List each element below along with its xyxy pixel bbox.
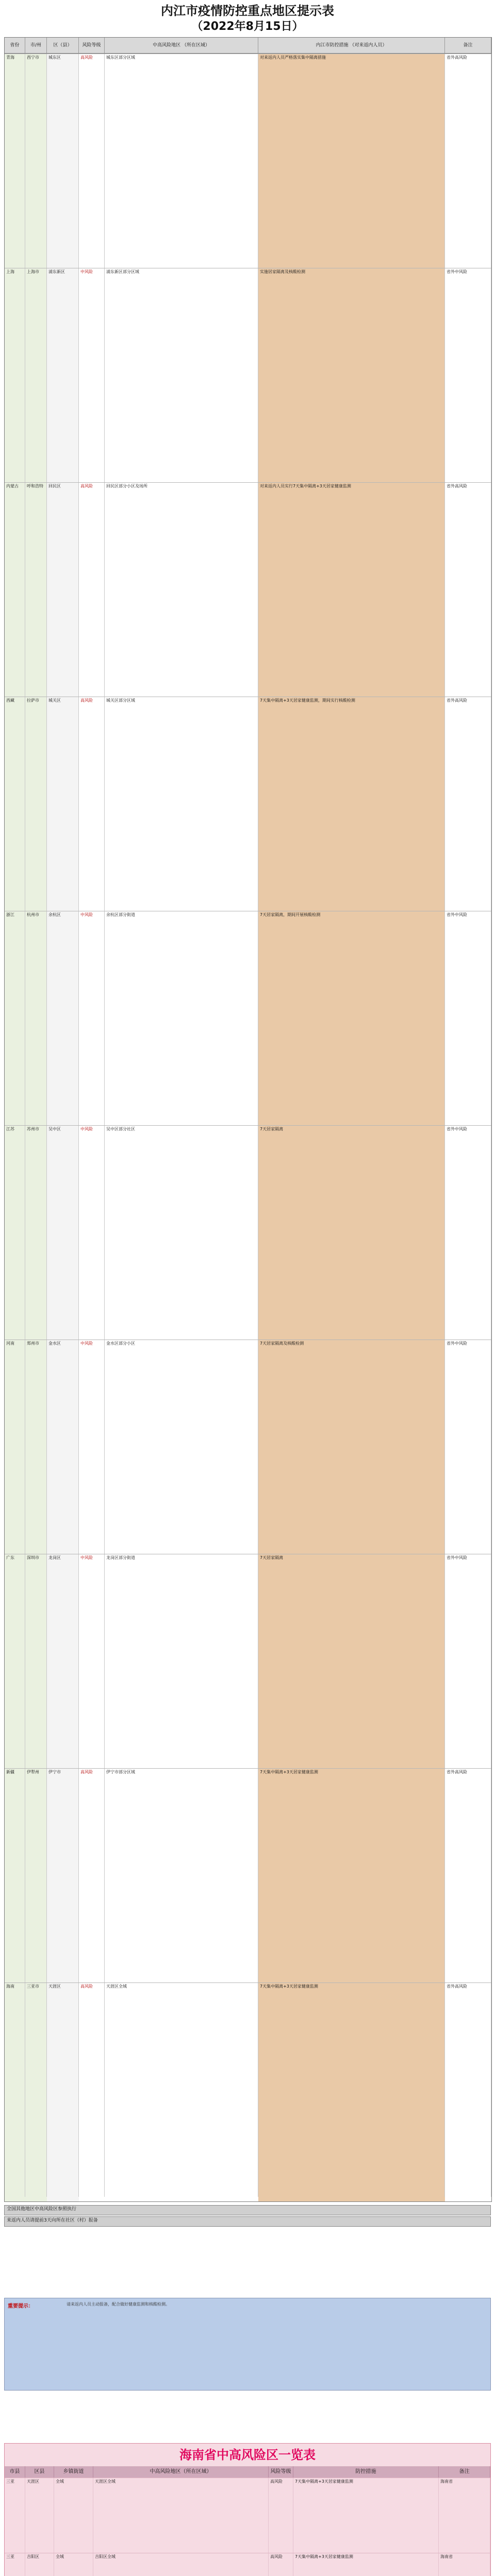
- cell-area: 吴中区: [47, 1126, 79, 1340]
- cell-lvl: 高风险: [79, 483, 105, 697]
- h2-area: 中高风险地区（所在区域）: [93, 2466, 269, 2478]
- table-row: [5, 1768, 491, 1982]
- cell-area: 金水区: [47, 1340, 79, 1554]
- cell-addr: 浦东新区部分区域: [105, 268, 258, 482]
- cell-meas: 7天居家隔离及核酸检测: [258, 1340, 445, 1554]
- cell-meas: 7天居家隔离，期间开展核酸检测: [258, 911, 445, 1125]
- table-row: [5, 1554, 491, 1768]
- cell-meas: 7天集中隔离+3天居家健康监测，期间实行核酸检测: [258, 697, 445, 911]
- cell-city: 呼和浩特: [25, 483, 47, 697]
- cell-area: 余杭区: [47, 911, 79, 1125]
- cell-lvl: 高风险: [79, 54, 105, 268]
- cell-city: 苏州市: [25, 1126, 47, 1340]
- risk-area-table: [4, 37, 492, 2202]
- table-row: [5, 482, 491, 697]
- cell-meas: 对来返内人员严格落实集中隔离措施: [258, 54, 445, 268]
- cell-addr: 龙岗区部分街道: [105, 1554, 258, 1768]
- hainan-cell-town: 全域: [54, 2553, 93, 2576]
- cell-meas: 7天集中隔离+3天居家健康监测: [258, 1769, 445, 1982]
- cell-prov: 江苏: [5, 1126, 25, 1340]
- header-province: 省份: [5, 38, 25, 53]
- cell-area: 城关区: [47, 697, 79, 911]
- hainan-cell-cnty: 吉阳区: [25, 2553, 54, 2576]
- cell-city: 西宁市: [25, 54, 47, 268]
- header-city: 市/州: [25, 38, 47, 53]
- cell-note: 省外高风险: [445, 483, 491, 697]
- cell-meas: 7天集中隔离+3天居家健康监测: [258, 1983, 445, 2197]
- cell-prov: 广东: [5, 1554, 25, 1768]
- h2-note: 备注: [439, 2466, 490, 2478]
- cell-addr: 城关区部分区域: [105, 697, 258, 911]
- cell-city: 深圳市: [25, 1554, 47, 1768]
- hainan-cell-note: 海南省: [439, 2478, 490, 2553]
- cell-city: 伊犁州: [25, 1769, 47, 1982]
- header-measures: 内江市防控措施 （对来返内人员）: [258, 38, 445, 53]
- cell-area: 天涯区: [47, 1983, 79, 2197]
- cell-lvl: 中风险: [79, 268, 105, 482]
- cell-addr: 天涯区全域: [105, 1983, 258, 2197]
- table-row: [5, 54, 491, 268]
- cell-note: 省外中风险: [445, 911, 491, 1125]
- hainan-cell-area: 吉阳区全域: [93, 2553, 269, 2576]
- cell-prov: 海南: [5, 1983, 25, 2197]
- cell-note: 省外高风险: [445, 697, 491, 911]
- cell-city: 杭州市: [25, 911, 47, 1125]
- cell-meas: 7天居家隔离: [258, 1554, 445, 1768]
- h2-measures: 防控措施: [293, 2466, 439, 2478]
- header-level: 风险等级: [79, 38, 105, 53]
- cell-area: 城东区: [47, 54, 79, 268]
- hainan-section: [4, 2443, 491, 2576]
- cell-note: 省外中风险: [445, 1340, 491, 1554]
- cell-lvl: 高风险: [79, 1769, 105, 1982]
- table-row: [5, 1340, 491, 1554]
- cell-area: 伊宁市: [47, 1769, 79, 1982]
- header-district: 区（县）: [47, 38, 79, 53]
- cell-city: 三亚市: [25, 1983, 47, 2197]
- cell-lvl: 中风险: [79, 911, 105, 1125]
- hainan-cell-area: 天涯区全域: [93, 2478, 269, 2553]
- hainan-cell-lvl: 高风险: [269, 2553, 293, 2576]
- cell-addr: 余杭区部分街道: [105, 911, 258, 1125]
- table-row: [5, 697, 491, 911]
- h2-county: 区县: [25, 2466, 54, 2478]
- cell-prov: 浙江: [5, 911, 25, 1125]
- cell-city: 拉萨市: [25, 697, 47, 911]
- cell-addr: 伊宁市部分区域: [105, 1769, 258, 1982]
- cell-lvl: 中风险: [79, 1554, 105, 1768]
- h2-town: 乡镇街道: [54, 2466, 93, 2478]
- cell-note: 省外中风险: [445, 1126, 491, 1340]
- cell-note: 省外高风险: [445, 54, 491, 268]
- cell-meas: 7天居家隔离: [258, 1126, 445, 1340]
- cell-prov: 河南: [5, 1340, 25, 1554]
- cell-addr: 城东区部分区域: [105, 54, 258, 268]
- hainan-header: [5, 2466, 490, 2478]
- footer-bar-1: 全国其他地区中高风险区参照执行: [4, 2205, 491, 2215]
- notice-label: 重要提示：: [8, 2303, 34, 2309]
- hainan-row: [5, 2553, 490, 2576]
- page-title: 内江市疫情防控重点地区提示表: [161, 4, 334, 18]
- hainan-title: 海南省中高风险区一览表: [179, 2448, 316, 2462]
- cell-area: 回民区: [47, 483, 79, 697]
- cell-area: 龙岗区: [47, 1554, 79, 1768]
- hainan-cell-meas: 7天集中隔离+3天居家健康监测: [293, 2553, 439, 2576]
- cell-addr: 吴中区部分社区: [105, 1126, 258, 1340]
- hainan-cell-cnty: 天涯区: [25, 2478, 54, 2553]
- cell-prov: 上海: [5, 268, 25, 482]
- hainan-cell-note: 海南省: [439, 2553, 490, 2576]
- table-row: [5, 268, 491, 482]
- cell-prov: 新疆: [5, 1769, 25, 1982]
- cell-note: 省外中风险: [445, 268, 491, 482]
- cell-prov: 内蒙古: [5, 483, 25, 697]
- hainan-cell-meas: 7天集中隔离+3天居家健康监测: [293, 2478, 439, 2553]
- cell-area: 浦东新区: [47, 268, 79, 482]
- cell-prov: 西藏: [5, 697, 25, 911]
- header-note: 备注: [445, 38, 491, 53]
- hainan-cell-city: 三亚: [5, 2478, 25, 2553]
- cell-lvl: 中风险: [79, 1126, 105, 1340]
- footer-bar-2: 来返内人员请提前3天向所在社区（村）报备: [4, 2216, 491, 2227]
- title-block: [0, 0, 495, 36]
- h2-city: 市县: [5, 2466, 25, 2478]
- cell-lvl: 高风险: [79, 1983, 105, 2197]
- cell-lvl: 中风险: [79, 1340, 105, 1554]
- header-address: 中高风险地区 （所在区域）: [105, 38, 258, 53]
- cell-prov: 青海: [5, 54, 25, 268]
- cell-city: 郑州市: [25, 1340, 47, 1554]
- cell-meas: 对来返内人员实行7天集中隔离+3天居家健康监测: [258, 483, 445, 697]
- hainan-cell-lvl: 高风险: [269, 2478, 293, 2553]
- table-row: [5, 1982, 491, 2197]
- cell-note: 省外高风险: [445, 1983, 491, 2197]
- table-footer: [4, 2205, 491, 2391]
- cell-lvl: 高风险: [79, 697, 105, 911]
- cell-note: 省外中风险: [445, 1554, 491, 1768]
- cell-addr: 回民区部分小区及场所: [105, 483, 258, 697]
- table-row: [5, 1125, 491, 1340]
- cell-city: 上海市: [25, 268, 47, 482]
- notice-text: 请来返内人员主动报备，配合做好健康监测和核酸检测。: [67, 2302, 170, 2307]
- page-subtitle: （2022年8月15日）: [191, 20, 304, 33]
- table-header: [5, 38, 491, 54]
- cell-meas: 实施居家隔离及核酸检测: [258, 268, 445, 482]
- hainan-cell-city: 三亚: [5, 2553, 25, 2576]
- table-row: [5, 911, 491, 1125]
- hainan-cell-town: 全域: [54, 2478, 93, 2553]
- notice-panel: [4, 2298, 491, 2391]
- h2-level: 风险等级: [269, 2466, 293, 2478]
- hainan-row: [5, 2478, 490, 2553]
- cell-addr: 金水区部分小区: [105, 1340, 258, 1554]
- cell-note: 省外高风险: [445, 1769, 491, 1982]
